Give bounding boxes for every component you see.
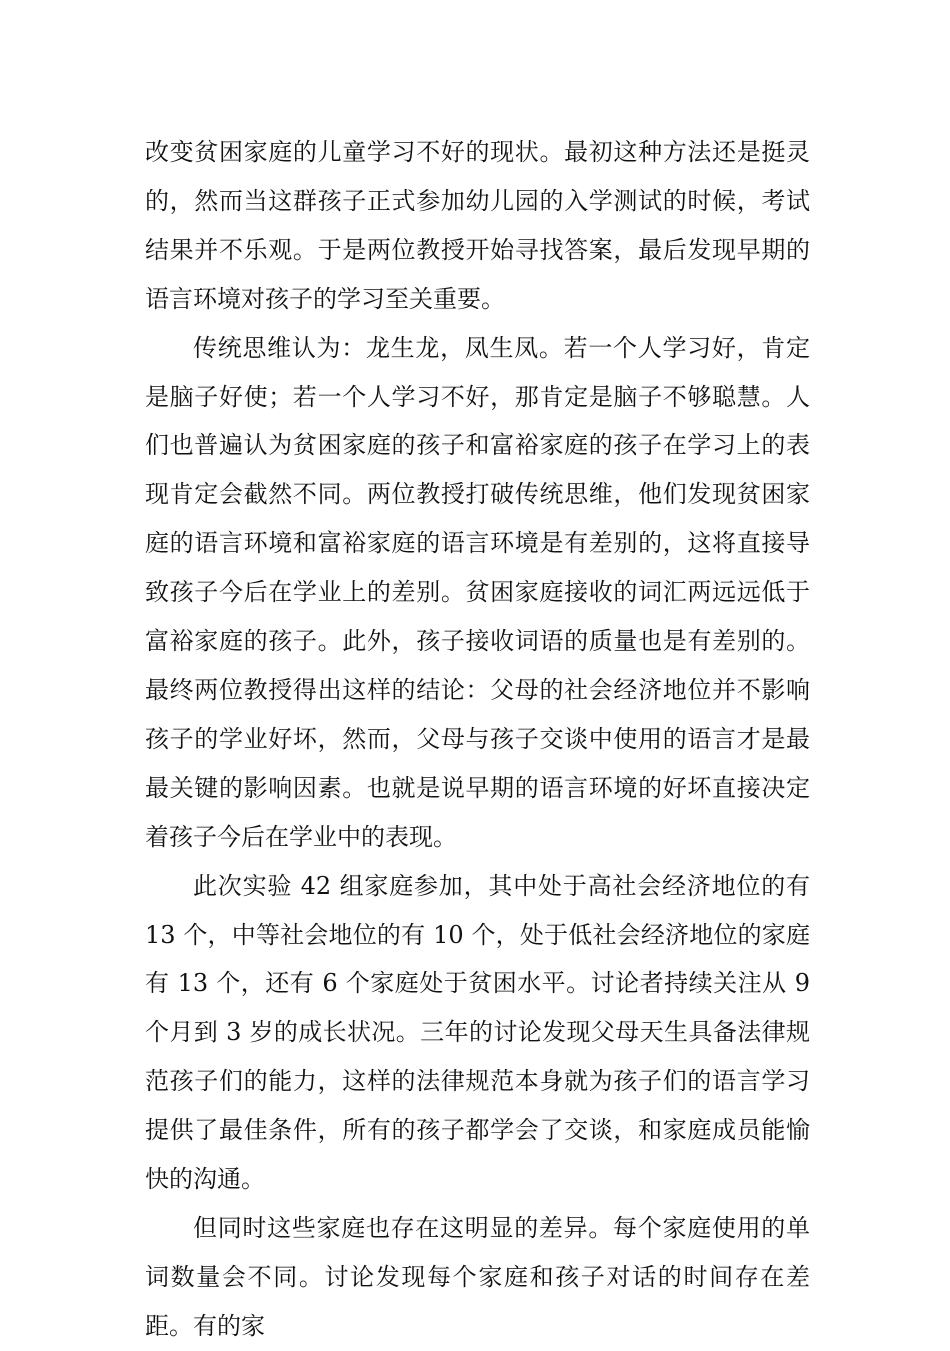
paragraph-3: 此次实验 42 组家庭参加，其中处于高社会经济地位的有 13 个，中等社会地位的有 10 个，处于低社会经济地位的家庭有 13 个，还有 6 个家庭处于贫困水平。讨论者持续关注从 9 个月到 3 岁的成长状况。三年的讨论发现父母天生具备法律规范孩子们的能力，这样的法律规范本身就为孩子们的语言学习提供了最佳条件，所有的孩子都学会了交谈，和家庭成员能愉快的沟通。 (145, 871, 810, 1194)
paragraph-2: 传统思维认为：龙生龙，凤生凤。若一个人学习好，肯定是脑子好使；若一个人学习不好，那肯定是脑子不够聪慧。人们也普遍认为贫困家庭的孩子和富裕家庭的孩子在学习上的表现肯定会截然不同。两位教授打破传统思维，他们发现贫困家庭的语言环境和富裕家庭的语言环境是有差别的，这将直接导致孩子今后在学业上的差别。贫困家庭接收的词汇两远远低于富裕家庭的孩子。此外，孩子接收词语的质量也是有差别的。最终两位教授得出这样的结论：父母的社会经济地位并不影响孩子的学业好坏，然而，父母与孩子交谈中使用的语言才是最最关键的影响因素。也就是说早期的语言环境的好坏直接决定着孩子今后在学业中的表现。 (145, 333, 810, 851)
paragraph-4: 但同时这些家庭也存在这明显的差异。每个家庭使用的单词数量会不同。讨论发现每个家庭和孩子对话的时间存在差距。有的家 (145, 1213, 810, 1340)
paragraph-1: 改变贫困家庭的儿童学习不好的现状。最初这种方法还是挺灵的，然而当这群孩子正式参加幼儿园的入学测试的时候，考试结果并不乐观。于是两位教授开始寻找答案，最后发现早期的语言环境对孩子的学习至关重要。 (145, 138, 810, 313)
document-body (145, 128, 810, 1351)
